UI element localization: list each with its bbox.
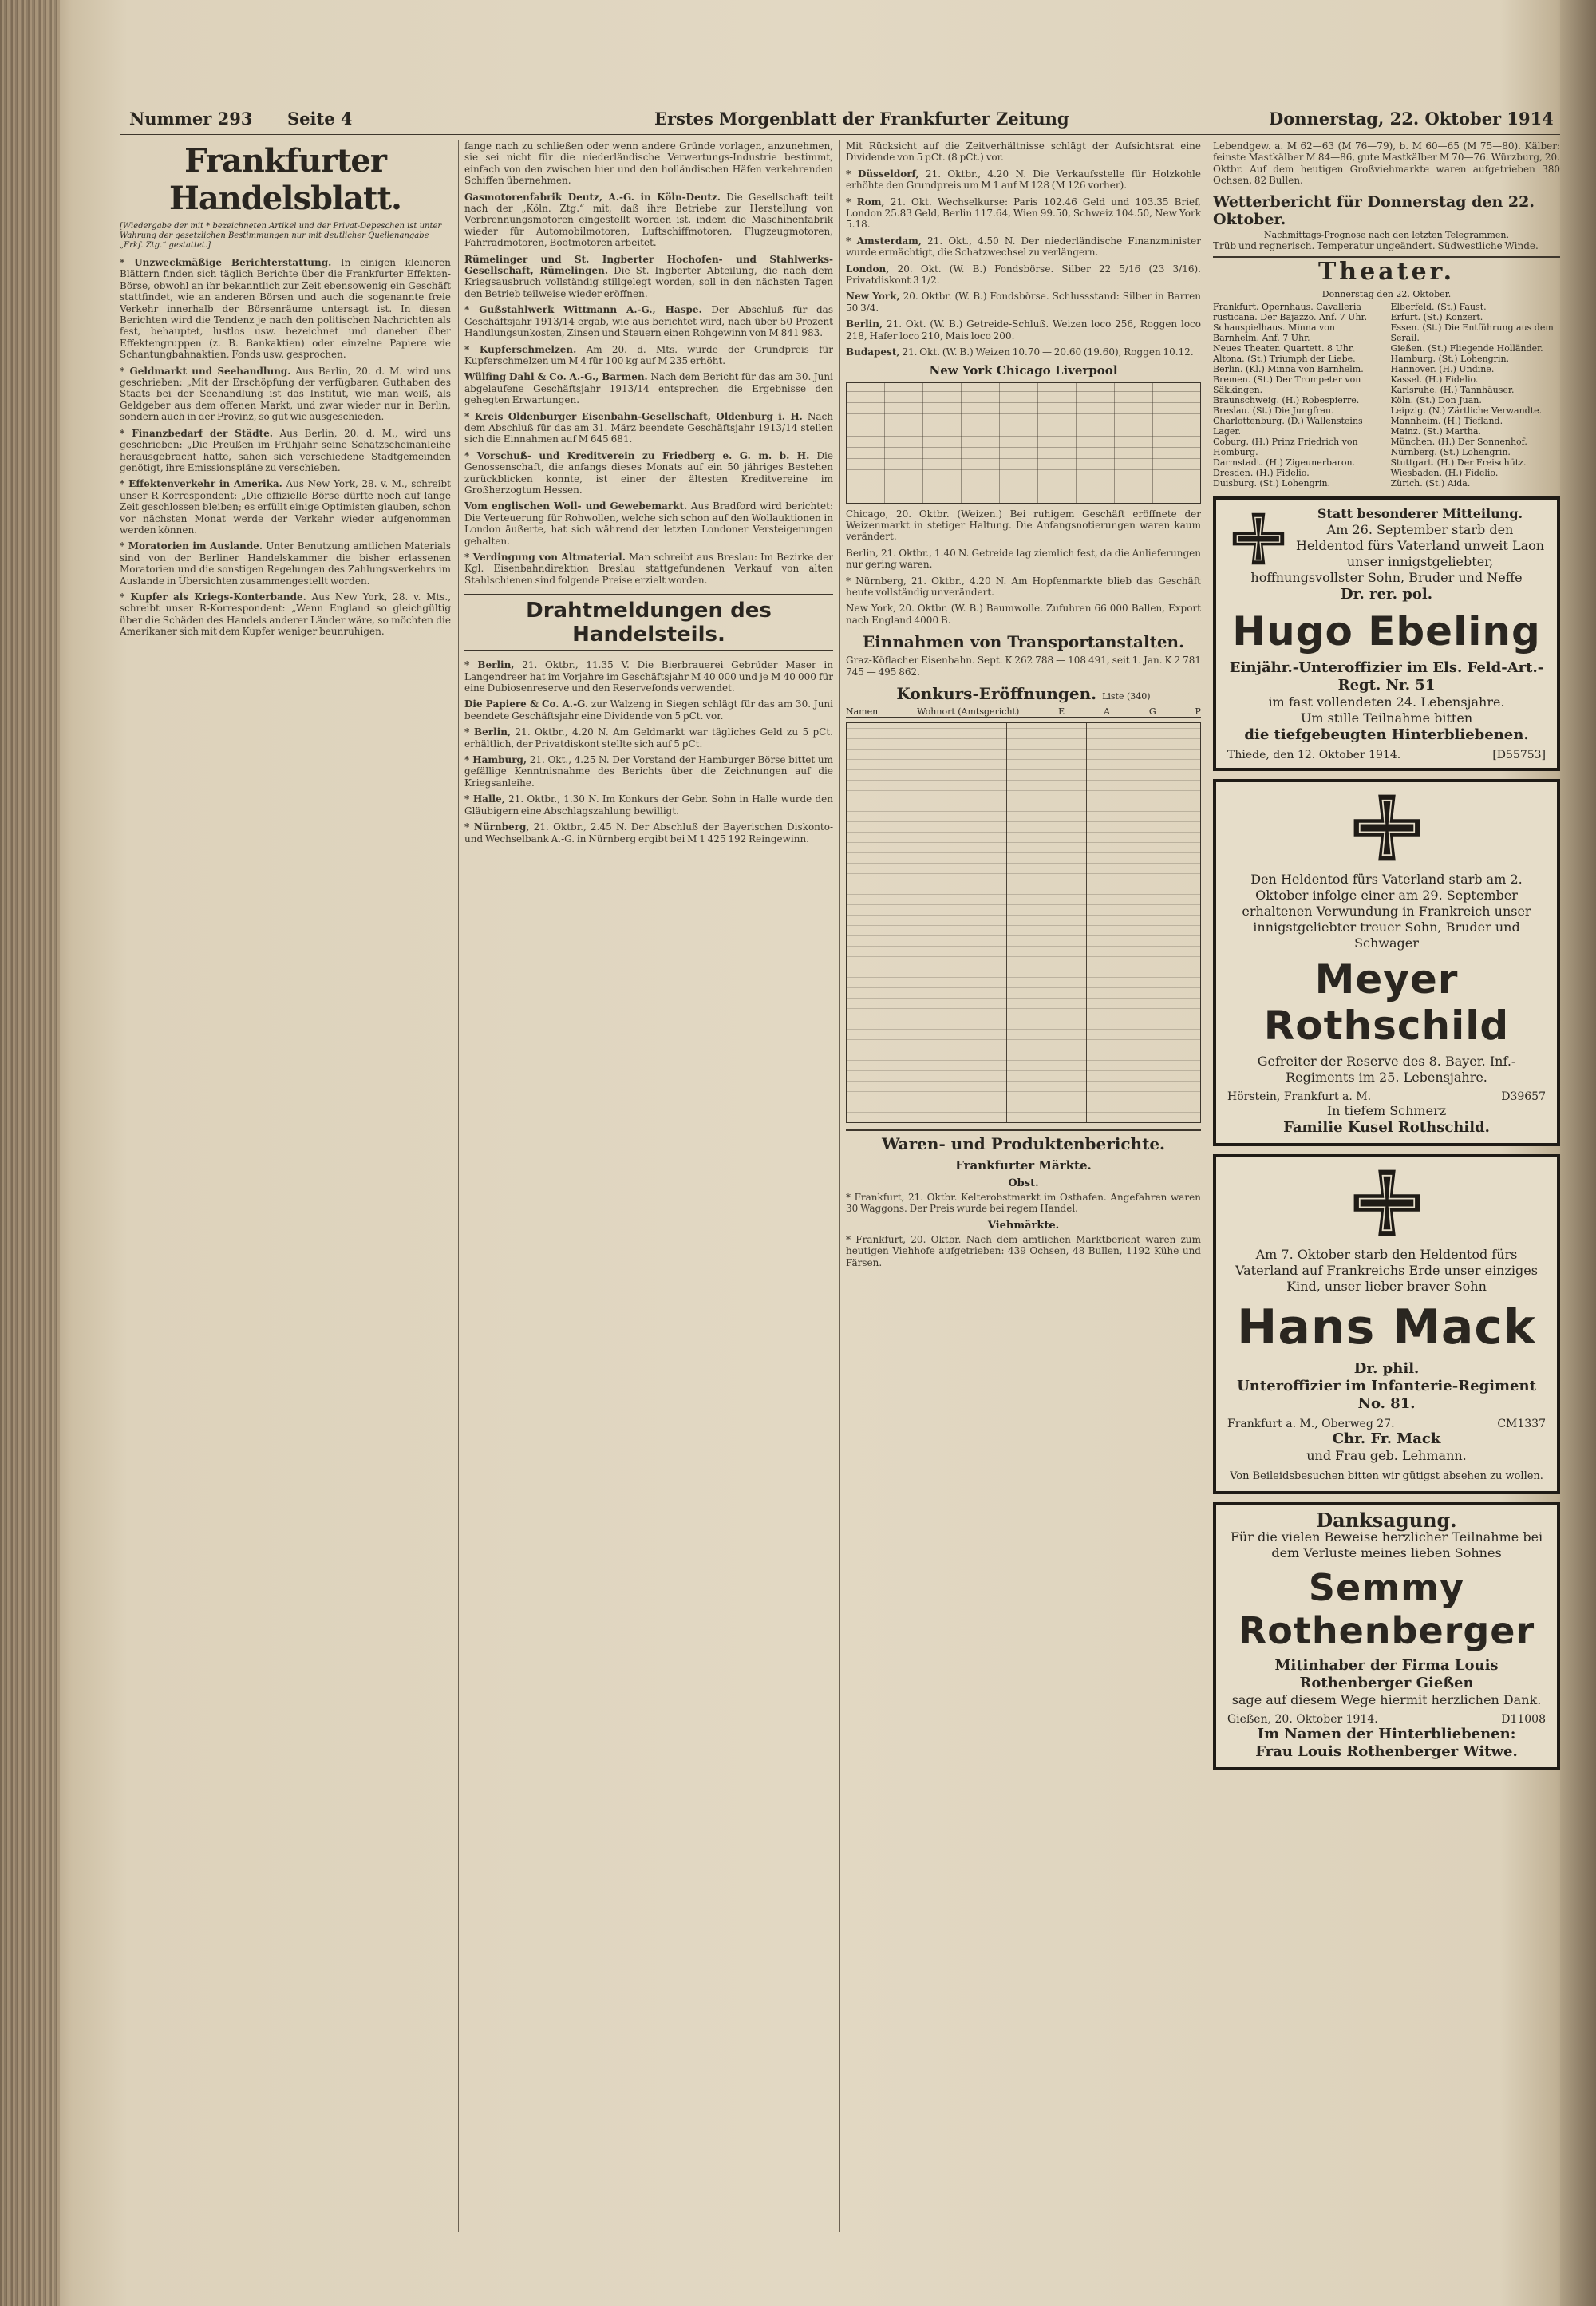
masthead: Frankfurter Handelsblatt. — [169, 142, 401, 217]
col2-article-body: Nach dem Bericht für das am 30. Juni abgelaufene Geschäftsjahr 1913/14 entsprechen die Ergebnisse den gehegten Erwartungen. — [464, 371, 833, 406]
ad1-age: im fast vollendeten 24. Lebensjahre. — [1268, 694, 1505, 710]
theater-listing: Bremen. (St.) Der Trompeter von Säkkingen. — [1213, 374, 1361, 396]
ad4-name: Semmy Rothenberger — [1238, 1566, 1535, 1653]
theater-listing: Braunschweig. (H.) Robespierre. — [1213, 395, 1360, 406]
col1-article-heading: * Moratorien im Auslande. — [120, 540, 263, 552]
theater-listing: Berlin. (Kl.) Minna von Barnhelm. — [1213, 364, 1364, 375]
ad2-mourners-intro: In tiefem Schmerz — [1326, 1103, 1447, 1119]
konkurs-title: Konkurs-Eröffnungen. — [896, 683, 1097, 703]
col2-article-body: fange nach zu schließen oder wenn andere Gründe vorlagen, anzunehmen, sie sei nicht für die niederländische Verwertungs-Industrie bestimmt, einfach von den zwischen hier und den holländischen Häfen verkehrenden Schiffen übernehmen. — [464, 140, 833, 187]
cattle-prices-text: Lebendgew. a. M 62—63 (M 76—79), b. M 60—65 (M 75—80). Kälber: feinste Mastkälber M 84—86, gute Mastkälber M 70—76. Würzburg, 20. Oktbr. Auf dem heutigen Großviehmarkte waren aufgetrieben 380 Ochsen, 82 Bullen. — [1213, 140, 1560, 187]
konkurs-col-name: Namen — [846, 706, 879, 717]
ad1-footer — [1227, 749, 1546, 761]
col2-article — [464, 304, 833, 338]
viehmarkte-report: * Frankfurt, 20. Oktbr. Nach dem amtlichen Marktbericht waren zum heutigen Viehhofe aufgetrieben: 439 Ochsen, 48 Bullen, 1192 Kühe und Färsen. — [846, 1233, 1201, 1268]
col1-article-body: Aus New York, 28. v. M., schreibt unser R-Korrespondent: „Die offizielle Börse dürfte noch auf lange Zeit geschlossen bleiben; es erfüllt einige Optimisten glauben, schon vor nächsten Monat werde der Verkehr wieder aufgenommen werden können. — [120, 478, 451, 536]
ad2-name: Meyer Rothschild — [1263, 956, 1510, 1050]
draht-article-body: 21. Oktbr., 4.20 N. Am Geldmarkt war tägliches Geld zu 5 pCt. erhältlich, der Privatdiskont stellte sich auf 5 pCt. — [464, 726, 833, 750]
col2-article — [464, 450, 833, 496]
draht-article-heading: * Berlin, — [464, 659, 515, 671]
weather-forecast: Trüb und regnerisch. Temperatur ungeändert. Südwestliche Winde. — [1213, 239, 1539, 251]
drahtmeldungen-heading: Drahtmeldungen des Handelsteils. — [464, 594, 833, 651]
col2-article-body: Aus Bradford wird berichtet: Die Verteuerung für Rohwollen, welche sich schon auf den Wollauktionen in London äußerte, hat sich während der letzten Londoner Versteigerungen gehalten. — [464, 500, 833, 547]
column-1 — [120, 140, 451, 2232]
newspaper-page — [120, 96, 1560, 2251]
col3-article-body: 21. Okt. (W. B.) Getreide-Schluß. Weizen loco 256, Roggen loco 218, Hafer loco 210, Mais loco 200. — [846, 318, 1201, 342]
col2-article-heading: Gasmotorenfabrik Deutz, A.-G. in Köln-Deutz. — [464, 191, 721, 203]
theater-listing: Breslau. (St.) Die Jungfrau. — [1213, 405, 1334, 417]
col2-article — [464, 254, 833, 300]
theater-listings — [1213, 302, 1560, 488]
theater-listing: Nürnberg. (St.) Lohengrin. — [1390, 447, 1511, 458]
theater-listing: Gießen. (St.) Fliegende Holländer. — [1390, 343, 1543, 354]
theater-listing: Neues Theater. Quartett. 8 Uhr. — [1213, 343, 1355, 354]
col2-article — [464, 192, 833, 249]
col1-article-heading: * Kupfer als Kriegs-Konterbande. — [120, 591, 306, 603]
theater-listing: Mannheim. (H.) Tiefland. — [1390, 416, 1503, 427]
waren-heading: Waren- und Produktenberichte. — [846, 1129, 1201, 1153]
berlin-grain-report: Berlin, 21. Oktbr., 1.40 N. Getreide lag ziemlich fest, da die Anlieferungen nur gering waren. — [846, 547, 1201, 571]
theater-listing: Elberfeld. (St.) Faust. — [1390, 302, 1487, 313]
col1-article-body: Unter Benutzung amtlichen Materials sind von der Berliner Handelskammer die bisher erlassenen Moratorien und die sonstigen Regelungen des Zahlungsverkehrs im Auslande in Übersichten zusammengestellt worden. — [120, 540, 451, 587]
theater-listing: Duisburg. (St.) Lohengrin. — [1213, 478, 1331, 489]
theater-listing: Karlsruhe. (H.) Tannhäuser. — [1390, 385, 1515, 396]
ad1-rank: Einjähr.-Unteroffizier im Els. Feld-Art.-Regt. Nr. 51 — [1229, 659, 1544, 694]
draht-article — [464, 793, 833, 817]
draht-article-heading: * Nürnberg, — [464, 821, 530, 833]
chicago-report: Chicago, 20. Oktbr. (Weizen.) Bei ruhigem Geschäft eröffnete der Weizenmarkt in stetiger Haltung. Die Anfangsnotierungen waren kaum verändert. — [846, 508, 1201, 543]
ad4-text: Für die vielen Beweise herzlicher Teilnahme bei dem Verluste meines lieben Sohnes — [1230, 1529, 1543, 1561]
ad1-top: Statt besonderer Mitteilung. — [1317, 506, 1523, 522]
theater-listing: Dresden. (H.) Fidelio. — [1213, 468, 1310, 479]
konkurs-heading — [846, 684, 1201, 703]
ad3-mourners2: und Frau geb. Lehmann. — [1306, 1448, 1467, 1464]
column-3-articles — [846, 140, 1201, 358]
iron-cross-icon — [1351, 792, 1423, 864]
danksagung-semmy-rothenberger — [1213, 1502, 1560, 1770]
ad2-code: D39657 — [1501, 1090, 1546, 1104]
theater-listing: Charlottenburg. (D.) Wallensteins Lager. — [1213, 416, 1363, 437]
ad2-place: Hörstein, Frankfurt a. M. — [1227, 1090, 1372, 1104]
theater-listing: Essen. (St.) Die Entführung aus dem Serail. — [1390, 322, 1554, 344]
ad3-footer-note: Von Beileidsbesuchen bitten wir gütigst absehen zu wollen. — [1230, 1470, 1543, 1483]
konkurs-table — [846, 722, 1201, 1123]
ad2-footer — [1227, 1090, 1546, 1103]
col2-article-heading: * Vorschuß- und Kreditverein zu Friedberg e. G. m. b. H. — [464, 449, 810, 461]
col2-article-body: Man schreibt aus Breslau: Im Bezirke der Kgl. Eisenbahndirektion Breslau stattgefundenen Verkauf von alten Stahlschienen sind folgende Preise erzielt worden. — [464, 552, 833, 586]
col3-article — [846, 140, 1201, 164]
col3-article — [846, 318, 1201, 342]
theater-heading: Theater. — [1213, 256, 1560, 286]
page-number: Seite 4 — [287, 109, 353, 129]
theater-listing: Stuttgart. (H.) Der Freischütz. — [1390, 457, 1527, 469]
draht-article — [464, 754, 833, 789]
col2-article-heading: * Gußstahlwerk Wittmann A.-G., Haspe. — [464, 304, 702, 316]
viehmarkte-heading: Viehmärkte. — [987, 1219, 1060, 1232]
iron-cross-icon — [1231, 511, 1286, 567]
col3-article-body: 21. Okt., 4.50 N. Der niederländische Finanzminister wurde ermächtigt, die Schatzwechsel zu verlängern. — [846, 235, 1201, 259]
draht-article-heading: Die Papiere & Co. A.-G. — [464, 698, 589, 710]
column-rule — [839, 140, 840, 2232]
column-2-articles — [464, 140, 833, 586]
theater-listing: Hannover. (H.) Undine. — [1390, 364, 1495, 375]
draht-article — [464, 659, 833, 694]
col3-article-body: 20. Oktbr. (W. B.) Fondsbörse. Schlussstand: Silber in Barren 50 3/4. — [846, 291, 1201, 314]
ad1-place: Thiede, den 12. Oktober 1914. — [1227, 749, 1401, 762]
draht-article-heading: * Berlin, — [464, 726, 512, 738]
theater-listing: Altona. (St.) Triumph der Liebe. — [1213, 354, 1356, 365]
theater-listing: Zürich. (St.) Aida. — [1390, 478, 1471, 489]
obst-report: * Frankfurt, 21. Oktbr. Kelterobstmarkt im Osthafen. Angefahren waren 30 Waggons. Der Preis wurde bei regem Handel. — [846, 1191, 1201, 1215]
col1-article — [120, 257, 451, 361]
col1-article — [120, 428, 451, 474]
theater-listing: Wiesbaden. (H.) Fidelio. — [1390, 468, 1499, 479]
draht-article-heading: * Halle, — [464, 793, 505, 805]
col3-article-heading: Budapest, — [846, 346, 900, 358]
frankfurter-maerkte-heading: Frankfurter Märkte. — [955, 1157, 1092, 1173]
theater-listing: Schauspielhaus. Minna von Barnhelm. Anf. 7 Uhr. — [1213, 322, 1335, 344]
iron-cross-icon — [1351, 1167, 1423, 1239]
ad4-thanks: sage auf diesem Wege hiermit herzlichen Dank. — [1231, 1692, 1542, 1708]
col2-article — [464, 500, 833, 547]
col2-article-heading: Vom englischen Woll- und Gewebemarkt. — [464, 500, 688, 512]
konkurs-col-p: P — [1195, 706, 1201, 717]
col3-article-heading: Berlin, — [846, 318, 883, 330]
theater-listing: Frankfurt. Opernhaus. Cavalleria rusticana. Der Bajazzo. Anf. 7 Uhr. — [1213, 302, 1368, 323]
theater-listing: Hamburg. (St.) Lohengrin. — [1390, 354, 1510, 365]
ad3-place: Frankfurt a. M., Oberweg 27. — [1227, 1418, 1395, 1431]
ad1-text: Am 26. September starb den Heldentod fürs Vaterland unweit Laon unser innigstgeliebter, hoffnungsvollster Sohn, Bruder und Neffe — [1250, 522, 1545, 586]
col2-article-heading: * Verdingung von Altmaterial. — [464, 552, 626, 563]
transport-report: Graz-Köflacher Eisenbahn. Sept. K 262 788 — 108 491, seit 1. Jan. K 2 781 745 — 495 862. — [846, 655, 1201, 678]
col1-article — [120, 591, 451, 638]
transport-heading: Einnahmen von Transportanstalten. — [862, 632, 1185, 652]
weather-heading: Wetterbericht für Donnerstag den 22. Oktober. — [1213, 192, 1535, 228]
col3-article-heading: * Düsseldorf, — [846, 168, 919, 180]
theater-listing: Köln. (St.) Don Juan. — [1390, 395, 1482, 406]
adjacent-page-edge — [1560, 0, 1596, 2306]
theater-listing: Mainz. (St.) Martha. — [1390, 426, 1481, 437]
col1-article-heading: * Unzweckmäßige Berichterstattung. — [120, 257, 332, 268]
ad3-name: Hans Mack — [1237, 1299, 1536, 1356]
issue-date: Donnerstag, 22. Oktober 1914 — [1269, 109, 1554, 129]
konkurs-col-place: Wohnort (Amtsgericht) — [917, 706, 1020, 717]
col3-article-body: 21. Okt. Wechselkurse: Paris 102.46 Geld und 103.35 Brief, London 25.83 Geld, Berlin 117.64, Wien 99.50, Schweiz 104.50, New York 5.18. — [846, 196, 1201, 231]
edition-title: Erstes Morgenblatt der Frankfurter Zeitung — [654, 109, 1069, 129]
col3-article — [846, 291, 1201, 314]
konkurs-col-g: G — [1148, 706, 1156, 717]
col3-article — [846, 196, 1201, 231]
theater-listing: Erfurt. (St.) Konzert. — [1390, 312, 1483, 323]
col2-article — [464, 344, 833, 367]
ad3-footer — [1227, 1418, 1546, 1430]
col2-article-body: Die St. Ingberter Abteilung, die nach dem Kriegsausbruch vollständig stillgelegt worden, soll in den nächsten Tagen den Betrieb teilweise wieder eröffnen. — [464, 265, 833, 299]
col3-article-heading: London, — [846, 263, 890, 275]
obituary-hans-mack — [1213, 1154, 1560, 1494]
markets-heading: New York Chicago Liverpool — [929, 362, 1118, 378]
ad2-mourners: Familie Kusel Rothschild. — [1283, 1119, 1490, 1137]
obituary-hugo-ebeling — [1213, 496, 1560, 771]
konkurs-list-number: Liste (340) — [1102, 690, 1151, 702]
col3-article-body: 21. Oktbr., 4.20 N. Die Verkaufsstelle für Holzkohle erhöhte den Grundpreis um M 1 auf M 128 (M 126 vorher). — [846, 168, 1201, 192]
col3-article-body: Mit Rücksicht auf die Zeitverhältnisse schlägt der Aufsichtsrat eine Dividende von 5 pCt. (8 pCt.) vor. — [846, 140, 1201, 164]
col2-article-heading: Rümelinger und St. Ingberter Hochofen- und Stahlwerks-Gesellschaft, Rümelingen. — [464, 253, 833, 277]
ad4-mourners: Im Namen der Hinterbliebenen: — [1257, 1726, 1516, 1743]
ad1-name: Hugo Ebeling — [1232, 608, 1541, 655]
column-4 — [1213, 140, 1560, 2232]
col1-article-heading: * Effektenverkehr in Amerika. — [120, 478, 282, 490]
theater-listing: Kassel. (H.) Fidelio. — [1390, 374, 1479, 386]
ad1-mourners-intro: Um stille Teilnahme bitten — [1300, 710, 1473, 726]
ad3-title: Dr. phil. — [1353, 1360, 1420, 1378]
col3-article — [846, 235, 1201, 259]
col1-article — [120, 540, 451, 587]
col2-article-body: Am 20. d. Mts. wurde der Grundpreis für Kupferschmelzen um M 4 für 100 kg auf M 235 erhöht. — [464, 343, 833, 366]
col2-article — [464, 140, 833, 187]
col2-article-body: Die Gesellschaft teilt nach der „Köln. Ztg.“ mit, daß ihre Betriebe zur Herstellung von Verbrennungsmotoren eingestellt worden ist, indem die Maschinenfabrik wieder für Automobilmotoren, Luftschiffmotoren, Flugzeugmotoren, Fahrradmotoren, Bootmotoren arbeitet. — [464, 191, 833, 249]
theater-date: Donnerstag den 22. Oktober. — [1321, 289, 1452, 300]
issue-number: Nummer 293 — [129, 109, 253, 129]
col1-article-body: In einigen kleineren Blättern finden sich täglich Berichte über die Frankfurter Effekten-Börse, obwohl an ihr bekanntlich zur Zeit ebensowenig ein Geschäft stattfindet, wie an anderen Börsen und auch die sogenannte freie Verkehr innerhalb der Börsenräume untersagt ist. In diesen Berichten wird die Tendenz je nach den politischen Nachrichten als fest, behauptet, lustlos usw. bezeichnet und daneben über Effektengruppen (z. B. Bankaktien) oder einzelne Papiere wie Schantungbahnaktien, Fonds usw. gesprochen. — [120, 257, 451, 361]
theater-listing: Coburg. (H.) Prinz Friedrich von Homburg. — [1213, 437, 1358, 458]
col2-article-heading: * Kreis Oldenburger Eisenbahn-Gesellschaft, Oldenburg i. H. — [464, 410, 803, 422]
col2-article-body: Der Abschluß für das Geschäftsjahr 1913/14 ergab, wie aus berichtet wird, nach über 50 Prozent Handlungsunkosten, Zinsen und Steuern einen Rohgewinn von M 841 983. — [464, 304, 833, 339]
ad1-title: Dr. rer. pol. — [1341, 586, 1432, 603]
ad2-text: Den Heldentod fürs Vaterland starb am 2. Oktober infolge einer am 29. September erhaltenen Verwundung in Frankreich unser innigstgeliebter treuer Sohn, Bruder und Schwager — [1242, 872, 1531, 951]
col3-article-heading: * Rom, — [846, 196, 885, 208]
obituary-meyer-rothschild — [1213, 779, 1560, 1146]
weather-subheading: Nachmittags-Prognose nach den letzten Telegrammen. — [1264, 229, 1509, 240]
col2-article-body: Nach dem Abschluß für das am 31. März beendete Geschäftsjahr 1913/14 stellen sich die Einnahmen auf M 645 681. — [464, 410, 833, 445]
col1-article-heading: * Finanzbedarf der Städte. — [120, 427, 273, 439]
page-header — [120, 104, 1560, 136]
ad3-mourners: Chr. Fr. Mack — [1332, 1430, 1441, 1448]
ad4-top: Danksagung. — [1316, 1509, 1457, 1533]
masthead-note: [Wiedergabe der mit * bezeichneten Artikel und der Privat-Depeschen ist unter Wahrung der gesetzlichen Bestimmungen nur mit deutlicher Quellenangabe „Frkf. Ztg.“ gestattet.] — [120, 222, 442, 250]
col3-article — [846, 346, 1201, 358]
col3-article-heading: * Amsterdam, — [846, 235, 922, 247]
column-3 — [846, 140, 1201, 2232]
ad4-place: Gießen, 20. Oktober 1914. — [1227, 1713, 1378, 1727]
konkurs-column-headers — [846, 706, 1201, 718]
col2-article — [464, 371, 833, 405]
col3-article-heading: New York, — [846, 291, 900, 303]
col2-article-body: Die Genossenschaft, die anfangs dieses Monats auf ein 50 jähriges Bestehen zurückblicken konnte, ist einer der ältesten Kreditvereine im Großherzogtum Hessen. — [464, 449, 833, 496]
ad3-rank: Unteroffizier im Infanterie-Regiment No. 81. — [1237, 1378, 1536, 1413]
ad4-mourners2: Frau Louis Rothenberger Witwe. — [1255, 1743, 1518, 1761]
draht-article-heading: * Hamburg, — [464, 754, 527, 766]
ad1-code: [D55753] — [1492, 749, 1546, 762]
ad2-rank: Gefreiter der Reserve des 8. Bayer. Inf.-Regiments im 25. Lebensjahre. — [1257, 1054, 1516, 1086]
column-rule — [458, 140, 459, 2232]
draht-article-body: zur Walzeng in Siegen schlägt für das am 30. Juni beendete Geschäftsjahr eine Dividende von 5 pCt. vor. — [464, 698, 833, 722]
draht-article-body: 21. Okt., 4.25 N. Der Vorstand der Hamburger Börse bittet um gefällige Kenntnisnahme des Berichts über die Zeichnungen auf die Kriegsanleihe. — [464, 754, 833, 789]
obst-heading: Obst. — [1008, 1177, 1039, 1189]
draht-article-body: 21. Oktbr., 2.45 N. Der Abschluß der Bayerischen Diskonto- und Wechselbank A.-G. in Nürnberg ergibt bei M 1 425 192 Reingewinn. — [464, 821, 833, 844]
nuernberg-hops-report: * Nürnberg, 21. Oktbr., 4.20 N. Am Hopfenmarkte blieb das Geschäft heute vollständig unverändert. — [846, 575, 1201, 598]
ad3-code: CM1337 — [1497, 1418, 1546, 1431]
col2-article — [464, 552, 833, 586]
col2-article — [464, 411, 833, 445]
col3-article — [846, 263, 1201, 287]
column-2 — [464, 140, 833, 2232]
theater-listing: Leipzig. (N.) Zärtliche Verwandte. — [1390, 405, 1543, 417]
ad3-text: Am 7. Oktober starb den Heldentod fürs Vaterland auf Frankreichs Erde unser einziges Kind, unser lieber braver Sohn — [1235, 1247, 1538, 1295]
theater-listing: München. (H.) Der Sonnenhof. — [1390, 437, 1527, 448]
col3-article-body: 20. Okt. (W. B.) Fondsbörse. Silber 22 5/16 (23 3/16). Privatdiskont 3 1/2. — [846, 263, 1201, 287]
draht-article-body: 21. Oktbr., 1.30 N. Im Konkurs der Gebr. Sohn in Halle wurde den Gläubigern eine Abschlagszahlung bewilligt. — [464, 793, 833, 817]
ad4-code: D11008 — [1501, 1713, 1546, 1727]
theater-listing: Darmstadt. (H.) Zigeunerbaron. — [1213, 457, 1356, 469]
col1-article-body: Aus Berlin, 20. d. M., wird uns geschrieben: „Die Preußen im Frühjahr seine Schatzscheinanleihe herausgebracht hatte, sahen sich verschiedene Stadtgemeinden genötigt, ihre Emissionspläne zu verschieben. — [120, 427, 451, 473]
draht-article — [464, 698, 833, 722]
book-binding — [0, 0, 60, 2306]
col1-article-body: Aus New York, 28. v. Mts., schreibt unser R-Korrespondent: „Wenn England so gleichgültig über die Schäden des Handels anderer Länder wäre, so möchten die Amerikaner sich mit dem Kupfer weniger beunruhigen. — [120, 591, 451, 638]
ad4-footer — [1227, 1713, 1546, 1726]
col1-article — [120, 478, 451, 536]
konkurs-col-e: E — [1058, 706, 1065, 717]
draht-article-body: 21. Oktbr., 11.35 V. Die Bierbrauerei Gebrüder Maser in Langendreer hat im Vorjahre im Geschäftsjahr M 40 000 und je M 40 000 für eine Dubiosenreserve und den Reservefonds verwendet. — [464, 659, 833, 694]
ad1-mourners: die tiefgebeugten Hinterbliebenen. — [1244, 726, 1529, 744]
col2-article-heading: * Kupferschmelzen. — [464, 343, 577, 355]
drahtmeldungen-list — [464, 659, 833, 844]
column-1-articles — [120, 257, 451, 638]
col3-article — [846, 168, 1201, 192]
col3-article-body: 21. Okt. (W. B.) Weizen 10.70 — 20.60 (19.60), Roggen 10.12. — [902, 346, 1194, 358]
col1-article-heading: * Geldmarkt und Seehandlung. — [120, 365, 291, 377]
col1-article-body: Aus Berlin, 20. d. M. wird uns geschrieben: „Mit der Erschöpfung der verfügbaren Guthaben des Staats bei der Seehandlung ist das Institut, wie man weiß, als Geldgeber aus dem offenen Markt, und zwar wieder nur in Berlin, sondern auch in der Provinz, so gut wie ausgeschieden. — [120, 365, 451, 423]
col2-article-heading: Wülfing Dahl & Co. A.-G., Barmen. — [464, 371, 648, 383]
draht-article — [464, 726, 833, 750]
col1-article — [120, 366, 451, 423]
konkurs-col-a: A — [1104, 706, 1110, 717]
ad4-rank: Mitinhaber der Firma Louis Rothenberger Gießen — [1274, 1657, 1499, 1692]
draht-article — [464, 821, 833, 844]
newyork-cotton-report: New York, 20. Oktbr. (W. B.) Baumwolle. Zufuhren 66 000 Ballen, Export nach England 4000 B. — [846, 603, 1201, 626]
grain-price-table — [846, 382, 1201, 504]
